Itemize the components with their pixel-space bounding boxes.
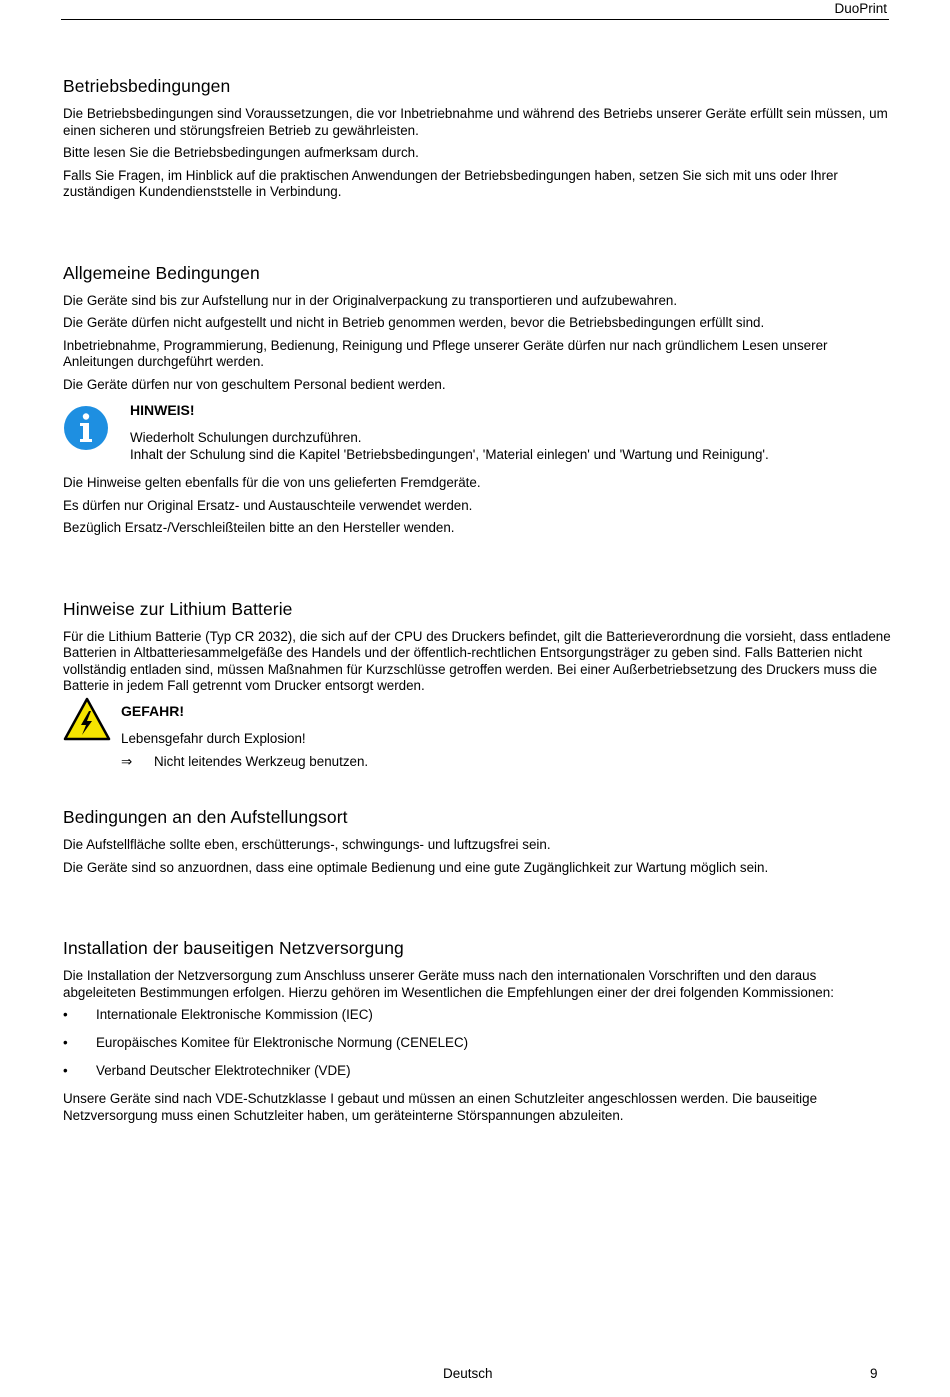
list-item [63,1007,891,1035]
danger-text: Lebensgefahr durch Explosion! [121,730,306,746]
paragraph: Es dürfen nur Original Ersatz- und Austauschteile verwendet werden. [63,497,473,513]
section-heading: Hinweise zur Lithium Batterie [63,598,293,619]
notice-line: Wiederholt Schulungen durchzuführen. [130,430,362,445]
notice-text [130,430,891,463]
danger-box [63,703,891,770]
paragraph: Die Geräte sind bis zur Aufstellung nur in der Originalverpackung zu transportieren und aufzubewahren. [63,292,678,308]
section-heading: Installation der bauseitigen Netzversorgung [63,938,404,958]
paragraph: Die Geräte dürfen nicht aufgestellt und nicht in Betrieb genommen werden, bevor die Betriebsbedingungen erfüllt sind. [63,315,765,330]
info-icon [63,405,109,454]
list-item-text: Internationale Elektronische Kommission (IEC) [96,1007,373,1022]
arrow-icon: ⇒ [121,754,133,769]
section-allgemeine-bedingungen [63,263,891,537]
page-header [61,0,889,20]
list-item-text: Europäisches Komitee für Elektronische Normung (CENELEC) [96,1035,469,1050]
paragraph: Für die Lithium Batterie (Typ CR 2032), die sich auf der CPU des Druckers befindet, gilt die Batterieverordnung die vorsieht, dass entladene Batterien in Altbatteriesammelgefäße des Handels und der öffentlich-rechtlichen Entsorgungsträger zu geben sind. Falls Batterien nicht vollständig entladen sind, müssen Maßnahmen für Kurzschlüsse getroffen werden. Bei einer Außerbetriebsetzung des Druckers muss die Batterie in jedem Fall getrennt vom Drucker entsorgt werden. [63,628,891,693]
section-aufstellungsort [63,807,891,876]
list-item [63,1035,891,1063]
high-voltage-warning-icon [63,697,111,744]
section-betriebsbedingungen [63,76,891,201]
paragraph: Die Installation der Netzversorgung zum Anschluss unserer Geräte muss nach den internationalen Vorschriften und den daraus abgeleiteten Bestimmungen erfolgen. Hierzu gehören im Wesentlichen die Empfehlungen einer der drei folgenden Kommissionen: [63,968,834,1000]
paragraph: Unsere Geräte sind nach VDE-Schutzklasse I gebaut und müssen an einen Schutzleiter angeschlossen werden. Die bauseitige Netzversorgung muss einen Schutzleiter haben, um geräteinterne Störspannungen abzuleiten. [63,1091,818,1123]
section-heading: Allgemeine Bedingungen [63,262,260,283]
header-title: DuoPrint [834,1,887,16]
paragraph: Die Betriebsbedingungen sind Voraussetzungen, die vor Inbetriebnahme und während des Betriebs unserer Geräte erfüllt sein müssen, um einen sicheren und störungsfreien Betrieb zu gewährleisten. [63,106,888,138]
footer-language: Deutsch [443,1366,493,1381]
section-heading: Bedingungen an den Aufstellungsort [63,807,348,827]
notice-title: HINWEIS! [130,402,195,418]
paragraph: Die Aufstellfläche sollte eben, erschütterungs-, schwingungs- und luftzugsfrei sein. [63,837,551,852]
notice-box [63,402,891,463]
paragraph: Bitte lesen Sie die Betriebsbedingungen aufmerksam durch. [63,145,419,160]
paragraph: Falls Sie Fragen, im Hinblick auf die praktischen Anwendungen der Betriebsbedingungen haben, setzen Sie sich mit uns oder Ihrer zuständigen Kundendienststelle in Verbindung. [63,167,838,199]
paragraph: Inbetriebnahme, Programmierung, Bedienung, Reinigung und Pflege unserer Geräte dürfen nur nach gründlichem Lesen unserer Anleitungen durchgeführt werden. [63,337,828,369]
list-item-text: Verband Deutscher Elektrotechniker (VDE) [96,1063,351,1078]
commission-list [63,1007,891,1091]
action-step [121,754,891,769]
step-text: Nicht leitendes Werkzeug benutzen. [154,754,369,769]
paragraph: Die Geräte sind so anzuordnen, dass eine optimale Bedienung und eine gute Zugänglichkeit zur Wartung möglich sein. [63,859,769,875]
page-content [63,76,891,1130]
page-number: 9 [870,1366,878,1381]
section-lithium-batterie [63,599,891,770]
notice-line: Inhalt der Schulung sind die Kapitel 'Betriebsbedingungen', 'Material einlegen' und 'Wartung und Reinigung'. [130,446,769,462]
bullet-icon: • [63,1035,68,1050]
list-item [63,1063,891,1091]
paragraph: Die Geräte dürfen nur von geschultem Personal bedient werden. [63,376,446,392]
section-netzversorgung [63,938,891,1124]
bullet-icon: • [63,1063,68,1078]
danger-title: GEFAHR! [121,702,184,719]
bullet-icon: • [63,1007,68,1022]
paragraph: Bezüglich Ersatz-/Verschleißteilen bitte an den Hersteller wenden. [63,520,455,535]
section-heading: Betriebsbedingungen [63,76,231,96]
paragraph: Die Hinweise gelten ebenfalls für die von uns gelieferten Fremdgeräte. [63,475,481,490]
